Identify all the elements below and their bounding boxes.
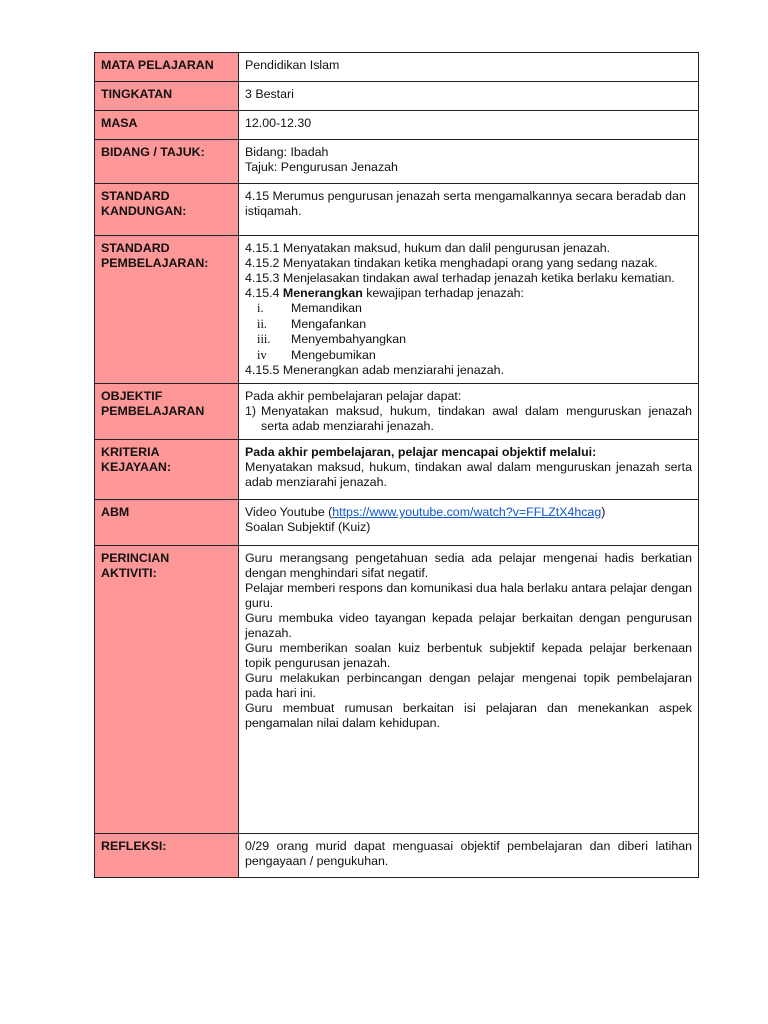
sub-item-text: Mengebumikan: [291, 347, 376, 362]
row-standard-kandungan: [95, 184, 699, 236]
label-line-2: AKTIVITI:: [101, 566, 157, 580]
sub-item-text: Memandikan: [291, 301, 362, 315]
row-masa: [95, 111, 699, 140]
value-tingkatan: 3 Bestari: [239, 82, 699, 111]
row-bidang: [95, 140, 699, 184]
sp-line-4-prefix: 4.15.4: [245, 286, 283, 300]
label-mata-pelajaran: MATA PELAJARAN: [95, 53, 239, 82]
label-abm: ABM: [95, 500, 239, 546]
value-masa: 12.00-12.30: [239, 111, 699, 140]
label-line-2: PEMBELAJARAN:: [101, 256, 209, 270]
row-abm: [95, 500, 699, 546]
value-refleksi: 0/29 orang murid dapat menguasai objektif pembelajaran dan diberi latihan pengayaan / pengukuhan.: [239, 834, 699, 878]
aktiviti-step: Guru membuat rumusan berkaitan isi pelajaran dan menekankan aspek pengamalan nilai dalam kehidupan.: [245, 701, 692, 730]
row-mata-pelajaran: [95, 53, 699, 82]
label-masa: MASA: [95, 111, 239, 140]
abm-quiz-line: Soalan Subjektif (Kuiz): [245, 520, 371, 534]
sp-line-2: 4.15.2 Menyatakan tindakan ketika menghadapi orang yang sedang nazak.: [245, 256, 658, 270]
value-kriteria: [239, 440, 699, 500]
label-line-2: KANDUNGAN:: [101, 204, 187, 218]
row-objektif: [95, 384, 699, 440]
aktiviti-step: Guru memberikan soalan kuiz berbentuk subjektif kepada pelajar berkenaan topik pengurusan jenazah.: [245, 641, 692, 670]
abm-suffix: ): [601, 505, 606, 519]
sp-line-5: 4.15.5 Menerangkan adab menziarahi jenazah.: [245, 363, 505, 377]
value-standard-kandungan: 4.15 Merumus pengurusan jenazah serta mengamalkannya secara beradab dan istiqamah.: [239, 184, 699, 236]
objektif-item-text: Menyatakan maksud, hukum, tindakan awal dalam menguruskan jenazah serta adab menziarahi jenazah.: [261, 404, 692, 433]
sub-item-number: iii.: [257, 332, 271, 346]
label-line-1: STANDARD: [101, 241, 170, 255]
lesson-plan-table: [94, 52, 699, 878]
youtube-link[interactable]: https://www.youtube.com/watch?v=FFLZtX4hcag: [332, 505, 602, 519]
sub-item-number: iv: [257, 347, 267, 362]
aktiviti-step: Guru melakukan perbincangan dengan pelajar mengenai topik pembelajaran pada hari ini.: [245, 671, 692, 700]
sub-item-number: ii.: [257, 316, 267, 331]
value-perincian: [239, 546, 699, 834]
tajuk-line: Tajuk: Pengurusan Jenazah: [245, 160, 398, 174]
value-mata-pelajaran: Pendidikan Islam: [239, 53, 699, 82]
value-bidang: [239, 140, 699, 184]
sp-sub-item: [245, 317, 692, 333]
label-standard-pembelajaran: [95, 236, 239, 384]
sub-item-number: i.: [257, 301, 264, 315]
aktiviti-step: Pelajar memberi respons dan komunikasi dua hala berlaku antara pelajar dengan guru.: [245, 581, 692, 610]
aktiviti-step: Guru merangsang pengetahuan sedia ada pelajar mengenai hadis berkatian dengan menghindari sifat negatif.: [245, 551, 692, 580]
sp-line-4: [245, 286, 692, 301]
sp-line-4-rest: kewajipan terhadap jenazah:: [362, 286, 524, 300]
sp-sub-item: [245, 332, 692, 348]
sub-item-text: Menyembahyangkan: [291, 332, 407, 346]
objektif-item: [245, 404, 692, 434]
label-line-1: PERINCIAN: [101, 551, 170, 565]
value-standard-pembelajaran: [239, 236, 699, 384]
sp-line-3: 4.15.3 Menjelasakan tindakan awal terhadap jenazah ketika berlaku kematian.: [245, 271, 675, 285]
sp-sub-item: [245, 348, 692, 364]
label-standard-kandungan: [95, 184, 239, 236]
label-objektif: [95, 384, 239, 440]
label-refleksi: REFLEKSI:: [95, 834, 239, 878]
label-line-1: KRITERIA: [101, 445, 160, 459]
label-bidang: BIDANG / TAJUK:: [95, 140, 239, 184]
kriteria-heading: Pada akhir pembelajaran, pelajar mencapai objektif melalui:: [245, 445, 597, 459]
sp-sub-item: [245, 301, 692, 317]
bidang-line: Bidang: Ibadah: [245, 145, 329, 159]
row-tingkatan: [95, 82, 699, 111]
label-line-2: PEMBELAJARAN: [101, 404, 205, 418]
row-refleksi: [95, 834, 699, 878]
abm-prefix: Video Youtube (: [245, 505, 333, 519]
kriteria-text: Menyatakan maksud, hukum, tindakan awal dalam menguruskan jenazah serta adab menziarahi jenazah.: [245, 460, 692, 489]
aktiviti-step: Guru membuka video tayangan kepada pelajar berkaitan dengan pengurusan jenazah.: [245, 611, 692, 640]
row-standard-pembelajaran: [95, 236, 699, 384]
label-tingkatan: TINGKATAN: [95, 82, 239, 111]
value-objektif: [239, 384, 699, 440]
row-kriteria: [95, 440, 699, 500]
objektif-intro: Pada akhir pembelajaran pelajar dapat:: [245, 389, 462, 403]
row-perincian: [95, 546, 699, 834]
objektif-item-number: 1): [245, 404, 257, 418]
abm-video-line: [245, 505, 692, 520]
sp-line-1: 4.15.1 Menyatakan maksud, hukum dan dalil pengurusan jenazah.: [245, 241, 611, 255]
label-line-1: OBJEKTIF: [101, 389, 163, 403]
label-kriteria: [95, 440, 239, 500]
value-abm: [239, 500, 699, 546]
sub-item-text: Mengafankan: [291, 316, 367, 331]
label-line-1: STANDARD: [101, 189, 170, 203]
label-perincian: [95, 546, 239, 834]
sp-line-4-bold: Menerangkan: [282, 286, 363, 300]
label-line-2: KEJAYAAN:: [101, 460, 172, 474]
